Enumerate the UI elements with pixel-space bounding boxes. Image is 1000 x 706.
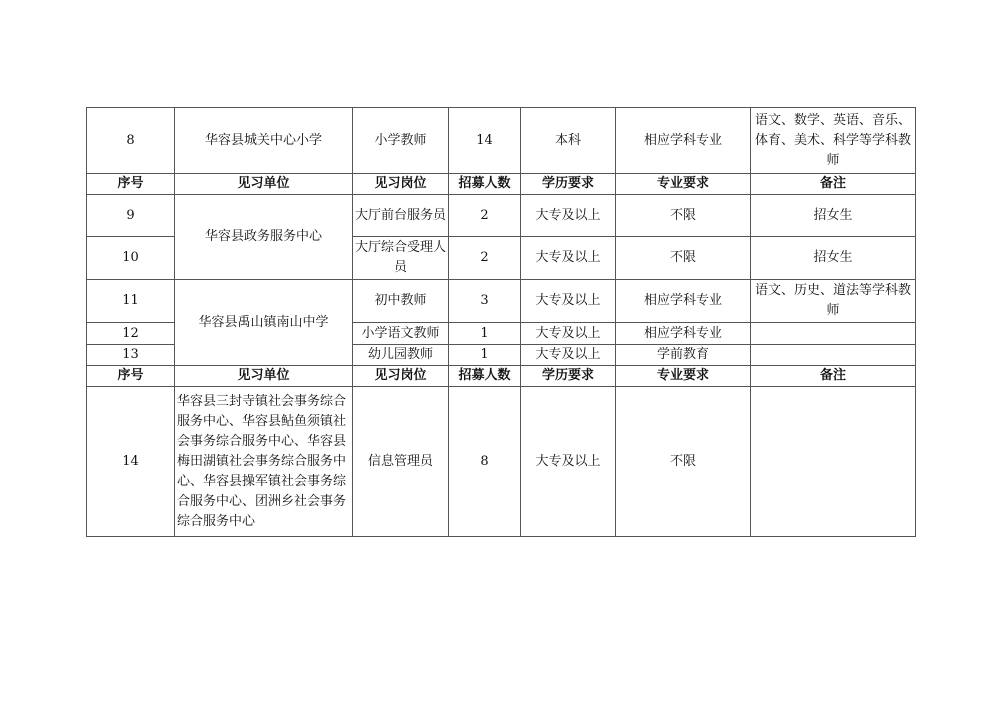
post-cell: 小学教师 [353, 108, 449, 174]
header-note: 备注 [751, 366, 916, 387]
education-cell: 大专及以上 [521, 387, 616, 537]
count-cell: 1 [449, 323, 521, 345]
post-cell: 初中教师 [353, 280, 449, 323]
note-cell: 语文、历史、道法等学科教师 [751, 280, 916, 323]
post-cell: 小学语文教师 [353, 323, 449, 345]
header-count: 招募人数 [449, 366, 521, 387]
header-row [87, 366, 916, 387]
header-unit: 见习单位 [175, 174, 353, 195]
row-number: 12 [87, 323, 175, 345]
header-post: 见习岗位 [353, 366, 449, 387]
post-cell: 大厅综合受理人员 [353, 237, 449, 280]
header-education: 学历要求 [521, 174, 616, 195]
education-cell: 大专及以上 [521, 237, 616, 280]
header-unit: 见习单位 [175, 366, 353, 387]
unit-cell: 华容县禹山镇南山中学 [175, 280, 353, 366]
unit-cell: 华容县三封寺镇社会事务综合服务中心、华容县鲇鱼须镇社会事务综合服务中心、华容县梅田湖镇社会事务综合服务中心、华容县操军镇社会事务综合服务中心、团洲乡社会事务综合服务中心 [175, 387, 353, 537]
major-cell: 相应学科专业 [616, 323, 751, 345]
post-cell: 幼儿园教师 [353, 345, 449, 366]
note-cell: 招女生 [751, 195, 916, 237]
row-number: 10 [87, 237, 175, 280]
major-cell: 不限 [616, 237, 751, 280]
education-cell: 大专及以上 [521, 345, 616, 366]
count-cell: 8 [449, 387, 521, 537]
table-row [87, 108, 916, 174]
table-row [87, 387, 916, 537]
education-cell: 本科 [521, 108, 616, 174]
unit-cell: 华容县城关中心小学 [175, 108, 353, 174]
header-major: 专业要求 [616, 366, 751, 387]
post-cell: 大厅前台服务员 [353, 195, 449, 237]
count-cell: 14 [449, 108, 521, 174]
major-cell: 不限 [616, 387, 751, 537]
count-cell: 2 [449, 195, 521, 237]
table-row [87, 195, 916, 237]
table-row [87, 280, 916, 323]
note-cell: 语文、数学、英语、音乐、体育、美术、科学等学科教师 [751, 108, 916, 174]
header-count: 招募人数 [449, 174, 521, 195]
row-number: 8 [87, 108, 175, 174]
header-education: 学历要求 [521, 366, 616, 387]
major-cell: 学前教育 [616, 345, 751, 366]
unit-cell: 华容县政务服务中心 [175, 195, 353, 280]
note-cell [751, 323, 916, 345]
note-cell [751, 345, 916, 366]
count-cell: 2 [449, 237, 521, 280]
note-cell: 招女生 [751, 237, 916, 280]
header-no: 序号 [87, 366, 175, 387]
major-cell: 相应学科专业 [616, 280, 751, 323]
row-number: 11 [87, 280, 175, 323]
header-post: 见习岗位 [353, 174, 449, 195]
count-cell: 3 [449, 280, 521, 323]
header-major: 专业要求 [616, 174, 751, 195]
major-cell: 相应学科专业 [616, 108, 751, 174]
recruitment-table [86, 107, 916, 537]
education-cell: 大专及以上 [521, 280, 616, 323]
count-cell: 1 [449, 345, 521, 366]
education-cell: 大专及以上 [521, 323, 616, 345]
row-number: 9 [87, 195, 175, 237]
header-row [87, 174, 916, 195]
header-no: 序号 [87, 174, 175, 195]
note-cell [751, 387, 916, 537]
post-cell: 信息管理员 [353, 387, 449, 537]
header-note: 备注 [751, 174, 916, 195]
major-cell: 不限 [616, 195, 751, 237]
education-cell: 大专及以上 [521, 195, 616, 237]
row-number: 13 [87, 345, 175, 366]
row-number: 14 [87, 387, 175, 537]
